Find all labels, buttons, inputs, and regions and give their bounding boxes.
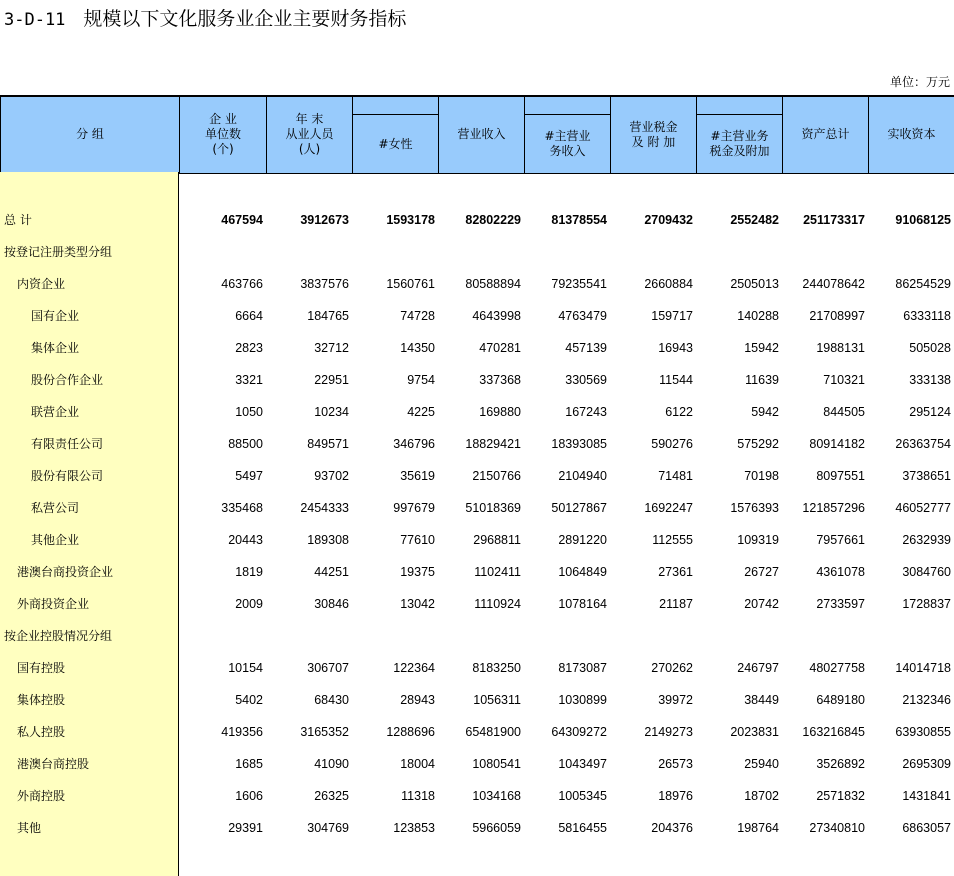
cell-value: 2891220	[558, 533, 607, 547]
cell-value: 470281	[479, 341, 521, 355]
table-row	[0, 684, 954, 716]
cell-value: 10234	[314, 405, 349, 419]
cell-value: 44251	[314, 565, 349, 579]
cell-value: 330569	[565, 373, 607, 387]
cell-value: 189308	[307, 533, 349, 547]
cell-value: 5497	[235, 469, 263, 483]
header-top-rule	[0, 95, 954, 97]
cell-value: 5402	[235, 693, 263, 707]
cell-value: 80914182	[809, 437, 865, 451]
cell-value: 3738651	[902, 469, 951, 483]
cell-value: 77610	[400, 533, 435, 547]
cell-value: 2968811	[473, 533, 521, 547]
cell-value: 123853	[393, 821, 435, 835]
cell-value: 9754	[407, 373, 435, 387]
cell-value: 2552482	[730, 213, 779, 227]
row-label: 股份有限公司	[31, 469, 104, 483]
cell-value: 1728837	[902, 597, 951, 611]
cell-value: 11318	[401, 789, 435, 803]
cell-value: 997679	[393, 501, 435, 515]
cell-value: 4643998	[472, 309, 521, 323]
table-row	[0, 716, 954, 748]
cell-value: 2571832	[816, 789, 865, 803]
cell-value: 48027758	[809, 661, 865, 675]
cell-value: 29391	[228, 821, 263, 835]
cell-value: 244078642	[802, 277, 865, 291]
cell-value: 167243	[565, 405, 607, 419]
cell-value: 8183250	[472, 661, 521, 675]
row-label: 股份合作企业	[31, 373, 104, 387]
row-label: 内资企业	[17, 277, 66, 291]
cell-value: 26325	[314, 789, 349, 803]
cell-value: 20742	[744, 597, 779, 611]
cell-value: 14350	[400, 341, 435, 355]
cell-value: 1431841	[902, 789, 951, 803]
cell-value: 198764	[737, 821, 779, 835]
row-label: 港澳台商控股	[17, 757, 90, 771]
cell-value: 1819	[235, 565, 263, 579]
cell-value: 88500	[228, 437, 263, 451]
cell-value: 710321	[823, 373, 865, 387]
row-label: 国有企业	[31, 309, 80, 323]
cell-value: 91068125	[895, 213, 951, 227]
cell-value: 2660884	[644, 277, 693, 291]
cell-value: 1110924	[474, 597, 521, 611]
cell-value: 20443	[228, 533, 263, 547]
cell-value: 2823	[235, 341, 263, 355]
row-label: 联营企业	[31, 405, 80, 419]
cell-value: 1080541	[472, 757, 521, 771]
cell-value: 2695309	[902, 757, 951, 771]
cell-value: 1078164	[558, 597, 607, 611]
cell-value: 2632939	[902, 533, 951, 547]
cell-value: 27340810	[809, 821, 865, 835]
cell-value: 79235541	[551, 277, 607, 291]
cell-value: 1050	[235, 405, 263, 419]
cell-value: 849571	[307, 437, 349, 451]
cell-value: 3526892	[816, 757, 865, 771]
cell-value: 575292	[737, 437, 779, 451]
cell-value	[521, 620, 607, 652]
cell-value: 3912673	[300, 213, 349, 227]
cell-value: 68430	[314, 693, 349, 707]
cell-value: 333138	[909, 373, 951, 387]
cell-value: 2733597	[816, 597, 865, 611]
table-row	[0, 396, 954, 428]
cell-value: 335468	[221, 501, 263, 515]
cell-value	[865, 236, 951, 268]
header-group: 分 组	[1, 96, 180, 174]
cell-value: 26363754	[895, 437, 951, 451]
cell-value: 590276	[651, 437, 693, 451]
cell-value: 35619	[400, 469, 435, 483]
cell-value: 6863057	[902, 821, 951, 835]
table-row	[0, 620, 954, 652]
cell-value: 26727	[744, 565, 779, 579]
cell-value: 1685	[235, 757, 263, 771]
table-code: 3-D-11	[4, 10, 66, 30]
cell-value: 28943	[400, 693, 435, 707]
cell-value: 32712	[314, 341, 349, 355]
header-enterprises: 企 业 单位数 (个)	[180, 96, 267, 174]
table-row	[0, 492, 954, 524]
cell-value: 18393085	[551, 437, 607, 451]
cell-value: 7957661	[816, 533, 865, 547]
row-label: 有限责任公司	[31, 437, 104, 451]
cell-value: 18702	[744, 789, 779, 803]
table-row	[0, 428, 954, 460]
cell-value: 2132346	[902, 693, 951, 707]
cell-value	[607, 620, 693, 652]
cell-value: 26573	[658, 757, 693, 771]
row-label: 其他	[17, 821, 42, 835]
cell-value: 163216845	[802, 725, 865, 739]
cell-value: 74728	[400, 309, 435, 323]
cell-value: 467594	[221, 213, 263, 227]
row-label: 集体企业	[31, 341, 80, 355]
cell-value	[269, 236, 349, 268]
table-title: 规模以下文化服务业企业主要财务指标	[83, 8, 407, 30]
cell-value: 18004	[400, 757, 435, 771]
cell-value: 5966059	[472, 821, 521, 835]
cell-value: 81378554	[551, 213, 607, 227]
header-tax: 营业税金 及 附 加	[611, 96, 697, 174]
header-female: #女性	[353, 115, 439, 174]
cell-value	[355, 236, 435, 268]
cell-value: 184765	[307, 309, 349, 323]
cell-value: 8097551	[816, 469, 865, 483]
table-row	[0, 460, 954, 492]
cell-value: 46052777	[895, 501, 951, 515]
cell-value: 5816455	[558, 821, 607, 835]
cell-value: 1576393	[730, 501, 779, 515]
cell-value: 169880	[479, 405, 521, 419]
cell-value: 93702	[314, 469, 349, 483]
table-row	[0, 652, 954, 684]
header-employees: 年 末 从业人员 (人)	[267, 96, 353, 174]
cell-value: 204376	[651, 821, 693, 835]
cell-value: 64309272	[551, 725, 607, 739]
cell-value: 1030899	[558, 693, 607, 707]
table-row	[0, 556, 954, 588]
header-revenue: 营业收入	[439, 96, 525, 174]
cell-value: 18976	[658, 789, 693, 803]
table-row	[0, 332, 954, 364]
cell-value: 140288	[737, 309, 779, 323]
cell-value: 1064849	[558, 565, 607, 579]
cell-value	[779, 236, 865, 268]
row-label: 私人控股	[17, 725, 66, 739]
cell-value: 505028	[909, 341, 951, 355]
cell-value: 2709432	[644, 213, 693, 227]
cell-value: 38449	[744, 693, 779, 707]
cell-value: 21708997	[809, 309, 865, 323]
cell-value: 463766	[221, 277, 263, 291]
table-row	[0, 812, 954, 844]
cell-value: 2150766	[472, 469, 521, 483]
cell-value: 65481900	[465, 725, 521, 739]
cell-value: 22951	[314, 373, 349, 387]
cell-value: 3084760	[902, 565, 951, 579]
cell-value: 18829421	[465, 437, 521, 451]
cell-value	[435, 236, 521, 268]
cell-value: 27361	[658, 565, 693, 579]
cell-value: 2104940	[558, 469, 607, 483]
cell-value: 1606	[235, 789, 263, 803]
row-label: 按企业控股情况分组	[4, 629, 113, 643]
cell-value	[521, 236, 607, 268]
cell-value: 63930855	[895, 725, 951, 739]
cell-value: 306707	[307, 661, 349, 675]
cell-value: 6664	[235, 309, 263, 323]
cell-value: 80588894	[465, 277, 521, 291]
cell-value: 14014718	[895, 661, 951, 675]
page-title	[4, 4, 406, 31]
cell-value: 6122	[665, 405, 693, 419]
table-row	[0, 268, 954, 300]
table-row	[0, 780, 954, 812]
row-label: 外商控股	[17, 789, 66, 803]
cell-value: 11639	[745, 373, 779, 387]
cell-value	[355, 620, 435, 652]
cell-value: 4763479	[558, 309, 607, 323]
cell-value: 2023831	[730, 725, 779, 739]
table-row	[0, 524, 954, 556]
cell-value: 1102411	[474, 565, 521, 579]
cell-value: 1043497	[558, 757, 607, 771]
row-label: 私营公司	[31, 501, 80, 515]
table-row	[0, 300, 954, 332]
cell-value: 1288696	[386, 725, 435, 739]
cell-value: 2149273	[644, 725, 693, 739]
row-label: 国有控股	[17, 661, 66, 675]
cell-value: 251173317	[803, 213, 865, 227]
cell-value	[779, 620, 865, 652]
table-row	[0, 588, 954, 620]
cell-value: 2505013	[730, 277, 779, 291]
cell-value: 3321	[235, 373, 263, 387]
cell-value: 457139	[565, 341, 607, 355]
cell-value: 2009	[235, 597, 263, 611]
cell-value: 1034168	[472, 789, 521, 803]
row-label: 其他企业	[31, 533, 80, 547]
cell-value: 25940	[744, 757, 779, 771]
cell-value: 159717	[651, 309, 693, 323]
row-label: 外商投资企业	[17, 597, 90, 611]
row-label: 总 计	[4, 213, 32, 227]
cell-value: 30846	[314, 597, 349, 611]
cell-value: 1560761	[386, 277, 435, 291]
cell-value: 112555	[652, 533, 693, 547]
header-main-tax: #主营业务 税金及附加	[697, 115, 783, 174]
cell-value: 1005345	[558, 789, 607, 803]
cell-value: 109319	[737, 533, 779, 547]
cell-value: 3837576	[300, 277, 349, 291]
cell-value: 844505	[823, 405, 865, 419]
cell-value: 51018369	[465, 501, 521, 515]
cell-value: 4361078	[816, 565, 865, 579]
header-assets: 资产总计	[783, 96, 869, 174]
cell-value: 11544	[659, 373, 693, 387]
cell-value	[269, 620, 349, 652]
row-label: 按登记注册类型分组	[4, 245, 113, 259]
cell-value: 15942	[744, 341, 779, 355]
cell-value: 1056311	[473, 693, 521, 707]
cell-value	[183, 620, 263, 652]
cell-value: 10154	[228, 661, 263, 675]
cell-value: 16943	[658, 341, 693, 355]
cell-value: 1692247	[644, 501, 693, 515]
cell-value: 337368	[479, 373, 521, 387]
header-capital: 实收资本	[869, 96, 954, 174]
cell-value: 41090	[314, 757, 349, 771]
cell-value: 13042	[400, 597, 435, 611]
cell-value: 3165352	[300, 725, 349, 739]
header-main-revenue: #主营业 务收入	[525, 115, 611, 174]
table-row	[0, 748, 954, 780]
cell-value: 304769	[307, 821, 349, 835]
cell-value: 5942	[751, 405, 779, 419]
cell-value	[607, 236, 693, 268]
table-row	[0, 236, 954, 268]
cell-value	[435, 620, 521, 652]
cell-value: 122364	[393, 661, 435, 675]
cell-value: 71481	[658, 469, 693, 483]
cell-value: 419356	[221, 725, 263, 739]
cell-value: 121857296	[802, 501, 865, 515]
cell-value: 1988131	[816, 341, 865, 355]
row-label: 集体控股	[17, 693, 66, 707]
cell-value: 246797	[737, 661, 779, 675]
cell-value: 19375	[400, 565, 435, 579]
unit-label: 单位：万元	[889, 75, 950, 89]
cell-value: 8173087	[558, 661, 607, 675]
cell-value: 6489180	[816, 693, 865, 707]
row-label: 港澳台商投资企业	[17, 565, 114, 579]
cell-value	[183, 236, 263, 268]
table-row	[0, 364, 954, 396]
cell-value	[693, 236, 779, 268]
cell-value: 270262	[651, 661, 693, 675]
cell-value: 6333118	[903, 309, 951, 323]
cell-value: 4225	[407, 405, 435, 419]
cell-value: 86254529	[895, 277, 951, 291]
cell-value	[693, 620, 779, 652]
cell-value: 21187	[659, 597, 693, 611]
cell-value: 70198	[744, 469, 779, 483]
cell-value: 50127867	[551, 501, 607, 515]
cell-value: 1593178	[386, 213, 435, 227]
cell-value: 2454333	[300, 501, 349, 515]
cell-value: 295124	[909, 405, 951, 419]
cell-value: 82802229	[465, 213, 521, 227]
table-row	[0, 204, 954, 236]
cell-value: 346796	[393, 437, 435, 451]
cell-value: 39972	[658, 693, 693, 707]
cell-value	[865, 620, 951, 652]
